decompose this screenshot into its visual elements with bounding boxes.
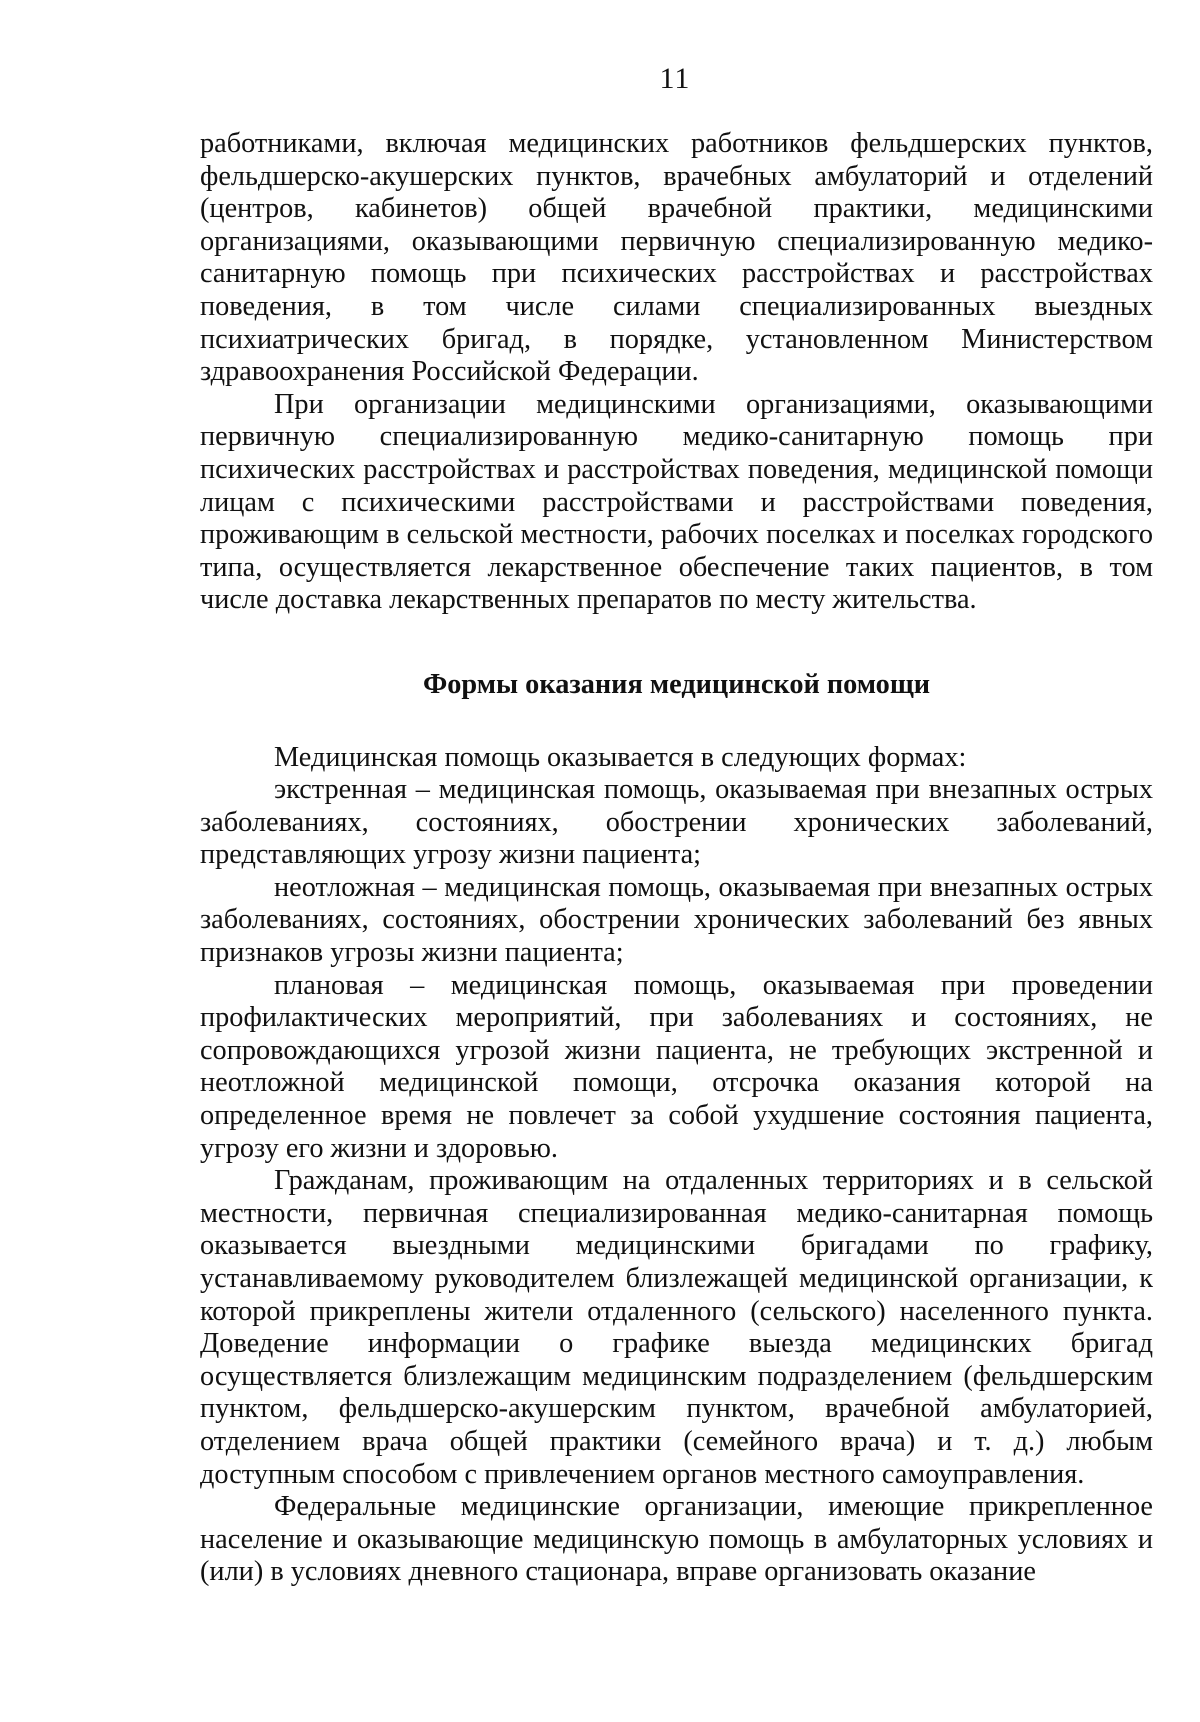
paragraph-remote-territories: Гражданам, проживающим на отдаленных территориях и в сельской местности, первичная специализированная медико-санитарная помощь оказывается выездными медицинскими бригадами по графику, устанавливаемому руководителем близлежащей медицинской организации, к которой прикреплены жители отдаленного (сельского) населенного пункта. Доведение информации о графике выезда медицинских бригад осуществляется близлежащим медицинским подразделением (фельдшерским пунктом, фельдшерско-акушерским пунктом, врачебной амбулаторией, отделением врача общей практики (семейного врача) и т. д.) любым доступным способом с привлечением органов местного самоуправления. xyxy=(200,1165,1153,1490)
paragraph-federal-organizations: Федеральные медицинские организации, имеющие прикрепленное население и оказывающие медицинскую помощь в амбулаторных условиях и (или) в условиях дневного стационара, вправе организовать оказание xyxy=(200,1491,1153,1588)
page-number: 11 xyxy=(659,62,691,95)
paragraph-form-planned: плановая – медицинская помощь, оказываемая при проведении профилактических мероприятий, при заболеваниях и состояниях, не сопровождающихся угрозой жизни пациента, не требующих экстренной и неотложной медицинской помощи, отсрочка оказания которой на определенное время не повлечет за собой ухудшение состояния пациента, угрозу его жизни и здоровью. xyxy=(200,969,1153,1164)
paragraph-drug-supply: При организации медицинскими организациями, оказывающими первичную специализированную медико-санитарную помощь при психических расстройствах и расстройствах поведения, медицинской помощи лицам с психическими расстройствами и расстройствами поведения, проживающим в сельской местности, рабочих поселках и поселках городского типа, осуществляется лекарственное обеспечение таких пациентов, в том числе доставка лекарственных препаратов по месту жительства. xyxy=(200,388,1153,616)
page-body xyxy=(200,128,1153,1589)
paragraph-form-emergency: экстренная – медицинская помощь, оказываемая при внезапных острых заболеваниях, состояниях, обострении хронических заболеваний, представляющих угрозу жизни пациента; xyxy=(200,774,1153,871)
paragraph-form-urgent: неотложная – медицинская помощь, оказываемая при внезапных острых заболеваниях, состояниях, обострении хронических заболеваний без явных признаков угрозы жизни пациента; xyxy=(200,871,1153,969)
section-heading: Формы оказания медицинской помощи xyxy=(422,668,931,700)
paragraph-forms-intro: Медицинская помощь оказывается в следующих формах: xyxy=(274,741,967,773)
paragraph-continuation: работниками, включая медицинских работников фельдшерских пунктов, фельдшерско-акушерских пунктов, врачебных амбулаторий и отделений (центров, кабинетов) общей врачебной практики, медицинскими организациями, оказывающими первичную специализированную медико-санитарную помощь при психических расстройствах и расстройствах поведения, в том числе силами специализированных выездных психиатрических бригад, в порядке, установленном Министерством здравоохранения Российской Федерации. xyxy=(200,128,1153,388)
